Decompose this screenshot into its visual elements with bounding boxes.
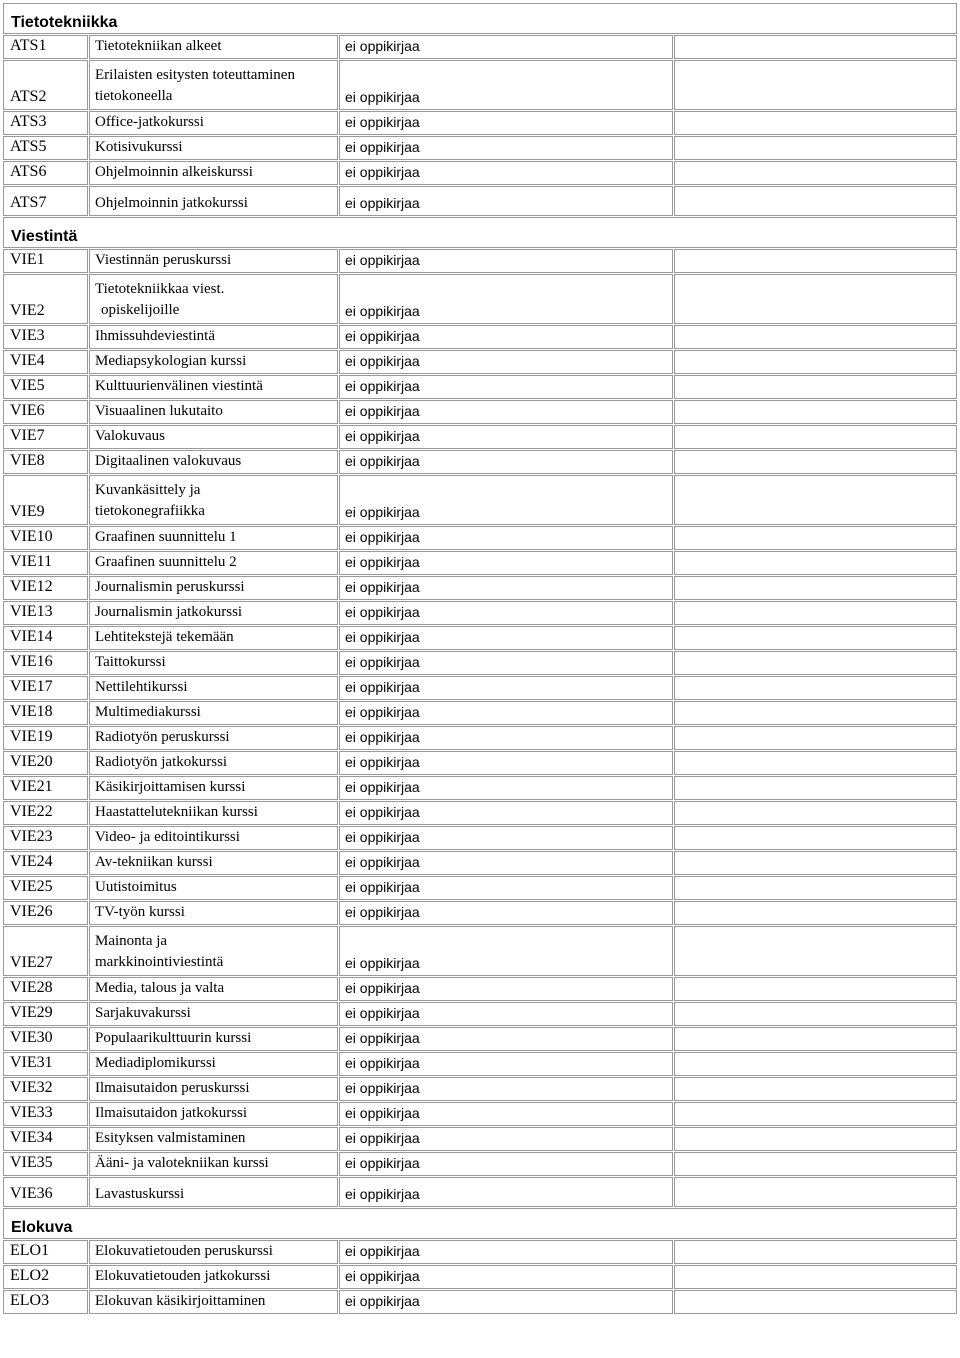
textbook: ei oppikirjaa — [339, 1002, 673, 1026]
course-code: VIE36 — [3, 1177, 88, 1207]
textbook: ei oppikirjaa — [339, 60, 673, 110]
course-name-text: Viestinnän peruskurssi — [95, 252, 232, 268]
course-name-text: Ihmissuhdeviestintä — [95, 328, 215, 344]
empty-cell — [674, 651, 957, 675]
empty-cell — [674, 475, 957, 525]
table-row — [3, 274, 957, 324]
course-name — [89, 751, 338, 775]
table-row — [3, 186, 957, 216]
course-name-text: Kulttuurienvälinen viestintä — [95, 378, 263, 394]
course-name — [89, 1002, 338, 1026]
table-row — [3, 726, 957, 750]
course-name — [89, 1265, 338, 1289]
course-name — [89, 1290, 338, 1314]
course-name — [89, 350, 338, 374]
table-row — [3, 651, 957, 675]
empty-cell — [674, 1290, 957, 1314]
section-heading: Elokuva — [3, 1208, 957, 1239]
course-code: VIE2 — [3, 274, 88, 324]
course-name — [89, 826, 338, 850]
course-code: ATS3 — [3, 111, 88, 135]
course-code: ELO2 — [3, 1265, 88, 1289]
course-name — [89, 1077, 338, 1101]
table-row — [3, 249, 957, 273]
table-row — [3, 977, 957, 1001]
course-name — [89, 701, 338, 725]
table-row — [3, 325, 957, 349]
course-name — [89, 526, 338, 550]
empty-cell — [674, 776, 957, 800]
course-name-text: Digitaalinen valokuvaus — [95, 453, 242, 469]
textbook: ei oppikirjaa — [339, 400, 673, 424]
course-code: VIE8 — [3, 450, 88, 474]
course-name-text: Journalismin jatkokurssi — [95, 604, 243, 620]
textbook: ei oppikirjaa — [339, 1290, 673, 1314]
course-name — [89, 475, 338, 525]
table-row — [3, 776, 957, 800]
textbook: ei oppikirjaa — [339, 375, 673, 399]
course-name-text: Ilmaisutaidon peruskurssi — [95, 1080, 250, 1096]
textbook: ei oppikirjaa — [339, 475, 673, 525]
textbook: ei oppikirjaa — [339, 551, 673, 575]
course-code: VIE10 — [3, 526, 88, 550]
course-code: ATS5 — [3, 136, 88, 160]
course-name-text: Tietotekniikkaa viest. opiskelijoille — [95, 281, 225, 318]
textbook: ei oppikirjaa — [339, 274, 673, 324]
table-row — [3, 751, 957, 775]
empty-cell — [674, 249, 957, 273]
course-name — [89, 450, 338, 474]
textbook: ei oppikirjaa — [339, 977, 673, 1001]
course-name-text: TV-työn kurssi — [95, 904, 185, 920]
course-code: VIE28 — [3, 977, 88, 1001]
course-name-text: Video- ja editointikurssi — [95, 829, 240, 845]
course-name — [89, 325, 338, 349]
course-code: VIE4 — [3, 350, 88, 374]
course-code: VIE6 — [3, 400, 88, 424]
empty-cell — [674, 274, 957, 324]
empty-cell — [674, 1002, 957, 1026]
textbook: ei oppikirjaa — [339, 249, 673, 273]
textbook: ei oppikirjaa — [339, 35, 673, 59]
course-name — [89, 375, 338, 399]
empty-cell — [674, 136, 957, 160]
textbook: ei oppikirjaa — [339, 1152, 673, 1176]
course-name-text: Av-tekniikan kurssi — [95, 854, 213, 870]
empty-cell — [674, 1127, 957, 1151]
course-code: ELO3 — [3, 1290, 88, 1314]
textbook: ei oppikirjaa — [339, 450, 673, 474]
table-row — [3, 400, 957, 424]
empty-cell — [674, 851, 957, 875]
course-name — [89, 851, 338, 875]
table-row — [3, 1177, 957, 1207]
table-row — [3, 161, 957, 185]
course-name — [89, 111, 338, 135]
section-heading: Viestintä — [3, 217, 957, 248]
empty-cell — [674, 876, 957, 900]
course-name-text: Elokuvan käsikirjoittaminen — [95, 1293, 266, 1309]
textbook: ei oppikirjaa — [339, 926, 673, 976]
empty-cell — [674, 161, 957, 185]
course-code: VIE18 — [3, 701, 88, 725]
course-code: VIE25 — [3, 876, 88, 900]
empty-cell — [674, 35, 957, 59]
course-code: VIE31 — [3, 1052, 88, 1076]
course-name — [89, 1052, 338, 1076]
course-name-text: Mediapsykologian kurssi — [95, 353, 247, 369]
empty-cell — [674, 1152, 957, 1176]
textbook: ei oppikirjaa — [339, 1052, 673, 1076]
textbook: ei oppikirjaa — [339, 186, 673, 216]
course-name-text: Graafinen suunnittelu 1 — [95, 529, 237, 545]
course-code: ATS1 — [3, 35, 88, 59]
table-row — [3, 1052, 957, 1076]
table-row — [3, 701, 957, 725]
course-code: VIE20 — [3, 751, 88, 775]
textbook: ei oppikirjaa — [339, 425, 673, 449]
textbook: ei oppikirjaa — [339, 325, 673, 349]
course-name-text: Lavastuskurssi — [95, 1186, 185, 1202]
table-row — [3, 901, 957, 925]
course-code: VIE29 — [3, 1002, 88, 1026]
course-name — [89, 676, 338, 700]
course-document — [3, 3, 957, 1315]
course-code: VIE16 — [3, 651, 88, 675]
course-code: VIE32 — [3, 1077, 88, 1101]
textbook: ei oppikirjaa — [339, 851, 673, 875]
course-name — [89, 876, 338, 900]
course-code: ATS2 — [3, 60, 88, 110]
course-code: ATS7 — [3, 186, 88, 216]
empty-cell — [674, 350, 957, 374]
empty-cell — [674, 1052, 957, 1076]
course-name — [89, 901, 338, 925]
course-name — [89, 1177, 338, 1207]
course-code: VIE7 — [3, 425, 88, 449]
course-code: VIE33 — [3, 1102, 88, 1126]
course-name-text: Radiotyön peruskurssi — [95, 729, 230, 745]
table-row — [3, 111, 957, 135]
empty-cell — [674, 726, 957, 750]
empty-cell — [674, 601, 957, 625]
textbook: ei oppikirjaa — [339, 901, 673, 925]
textbook: ei oppikirjaa — [339, 161, 673, 185]
course-name — [89, 161, 338, 185]
course-name-text: Taittokurssi — [95, 654, 166, 670]
textbook: ei oppikirjaa — [339, 1027, 673, 1051]
empty-cell — [674, 1077, 957, 1101]
textbook: ei oppikirjaa — [339, 726, 673, 750]
table-row — [3, 1265, 957, 1289]
table-row — [3, 676, 957, 700]
empty-cell — [674, 450, 957, 474]
table-row — [3, 1027, 957, 1051]
course-name-text: Elokuvatietouden jatkokurssi — [95, 1268, 271, 1284]
course-name — [89, 1152, 338, 1176]
table-row — [3, 1290, 957, 1314]
table-row — [3, 1102, 957, 1126]
course-name-text: Ilmaisutaidon jatkokurssi — [95, 1105, 248, 1121]
empty-cell — [674, 751, 957, 775]
textbook: ei oppikirjaa — [339, 651, 673, 675]
course-name — [89, 726, 338, 750]
course-code: VIE11 — [3, 551, 88, 575]
empty-cell — [674, 551, 957, 575]
course-name-text: Ohjelmoinnin alkeiskurssi — [95, 164, 253, 180]
empty-cell — [674, 60, 957, 110]
course-name-text: Uutistoimitus — [95, 879, 177, 895]
course-name-text: Tietotekniikan alkeet — [95, 38, 222, 54]
course-name-text: Radiotyön jatkokurssi — [95, 754, 228, 770]
table-row — [3, 1127, 957, 1151]
table-row — [3, 601, 957, 625]
textbook: ei oppikirjaa — [339, 350, 673, 374]
table-row — [3, 851, 957, 875]
course-name-text: Lehtitekstejä tekemään — [95, 629, 234, 645]
table-row — [3, 60, 957, 110]
course-name — [89, 626, 338, 650]
textbook: ei oppikirjaa — [339, 776, 673, 800]
empty-cell — [674, 801, 957, 825]
course-name-text: Multimediakurssi — [95, 704, 201, 720]
textbook: ei oppikirjaa — [339, 1240, 673, 1264]
course-name — [89, 551, 338, 575]
textbook: ei oppikirjaa — [339, 751, 673, 775]
empty-cell — [674, 576, 957, 600]
course-code: VIE3 — [3, 325, 88, 349]
textbook: ei oppikirjaa — [339, 1102, 673, 1126]
course-name-text: Mainonta ja markkinointiviestintä — [95, 933, 224, 970]
course-name — [89, 926, 338, 976]
course-code: VIE24 — [3, 851, 88, 875]
empty-cell — [674, 901, 957, 925]
empty-cell — [674, 676, 957, 700]
empty-cell — [674, 1177, 957, 1207]
textbook: ei oppikirjaa — [339, 1177, 673, 1207]
course-code: VIE22 — [3, 801, 88, 825]
empty-cell — [674, 1240, 957, 1264]
course-code: VIE30 — [3, 1027, 88, 1051]
course-name-text: Mediadiplomikurssi — [95, 1055, 216, 1071]
course-code: VIE26 — [3, 901, 88, 925]
table-row — [3, 576, 957, 600]
table-row — [3, 35, 957, 59]
textbook: ei oppikirjaa — [339, 826, 673, 850]
course-name — [89, 186, 338, 216]
course-name — [89, 60, 338, 110]
course-name-text: Office-jatkokurssi — [95, 114, 204, 130]
course-code: VIE23 — [3, 826, 88, 850]
table-row — [3, 526, 957, 550]
course-name-text: Sarjakuvakurssi — [95, 1005, 191, 1021]
table-row — [3, 1002, 957, 1026]
course-name-text: Ääni- ja valotekniikan kurssi — [95, 1155, 269, 1171]
table-row — [3, 826, 957, 850]
course-name-text: Nettilehtikurssi — [95, 679, 188, 695]
textbook: ei oppikirjaa — [339, 876, 673, 900]
course-name-text: Esityksen valmistaminen — [95, 1130, 246, 1146]
empty-cell — [674, 375, 957, 399]
course-name — [89, 249, 338, 273]
course-name — [89, 776, 338, 800]
empty-cell — [674, 526, 957, 550]
course-code: VIE5 — [3, 375, 88, 399]
course-name — [89, 801, 338, 825]
table-row — [3, 375, 957, 399]
textbook: ei oppikirjaa — [339, 136, 673, 160]
course-name-text: Valokuvaus — [95, 428, 165, 444]
table-row — [3, 876, 957, 900]
textbook: ei oppikirjaa — [339, 526, 673, 550]
textbook: ei oppikirjaa — [339, 111, 673, 135]
textbook: ei oppikirjaa — [339, 801, 673, 825]
course-name-text: Visuaalinen lukutaito — [95, 403, 223, 419]
empty-cell — [674, 701, 957, 725]
textbook: ei oppikirjaa — [339, 626, 673, 650]
course-code: VIE19 — [3, 726, 88, 750]
table-row — [3, 801, 957, 825]
course-code: VIE9 — [3, 475, 88, 525]
table-row — [3, 551, 957, 575]
table-row — [3, 475, 957, 525]
course-name — [89, 136, 338, 160]
textbook: ei oppikirjaa — [339, 1077, 673, 1101]
course-name-text: Populaarikulttuurin kurssi — [95, 1030, 252, 1046]
empty-cell — [674, 325, 957, 349]
course-name — [89, 977, 338, 1001]
course-name-text: Journalismin peruskurssi — [95, 579, 245, 595]
course-name — [89, 576, 338, 600]
textbook: ei oppikirjaa — [339, 601, 673, 625]
table-row — [3, 626, 957, 650]
course-code: VIE13 — [3, 601, 88, 625]
empty-cell — [674, 977, 957, 1001]
course-name-text: Erilaisten esitysten toteuttaminen tietokoneella — [95, 67, 295, 104]
course-name-text: Kuvankäsittely ja tietokonegrafiikka — [95, 482, 205, 519]
course-code: VIE35 — [3, 1152, 88, 1176]
course-code: VIE21 — [3, 776, 88, 800]
course-name-text: Elokuvatietouden peruskurssi — [95, 1243, 273, 1259]
empty-cell — [674, 425, 957, 449]
course-name-text: Haastattelutekniikan kurssi — [95, 804, 258, 820]
course-code: ATS6 — [3, 161, 88, 185]
textbook: ei oppikirjaa — [339, 676, 673, 700]
textbook: ei oppikirjaa — [339, 701, 673, 725]
course-code: VIE1 — [3, 249, 88, 273]
course-code: ELO1 — [3, 1240, 88, 1264]
course-name — [89, 425, 338, 449]
course-name-text: Ohjelmoinnin jatkokurssi — [95, 195, 248, 211]
textbook: ei oppikirjaa — [339, 1265, 673, 1289]
table-row — [3, 1240, 957, 1264]
course-code: VIE14 — [3, 626, 88, 650]
course-name — [89, 1102, 338, 1126]
table-row — [3, 1077, 957, 1101]
empty-cell — [674, 1265, 957, 1289]
course-name-text: Kotisivukurssi — [95, 139, 183, 155]
course-name — [89, 1240, 338, 1264]
table-row — [3, 136, 957, 160]
course-name — [89, 1027, 338, 1051]
table-row — [3, 926, 957, 976]
section-heading: Tietotekniikka — [3, 3, 957, 34]
course-code: VIE34 — [3, 1127, 88, 1151]
textbook: ei oppikirjaa — [339, 1127, 673, 1151]
empty-cell — [674, 186, 957, 216]
course-code: VIE17 — [3, 676, 88, 700]
empty-cell — [674, 1027, 957, 1051]
empty-cell — [674, 926, 957, 976]
course-name-text: Media, talous ja valta — [95, 980, 225, 996]
course-name — [89, 400, 338, 424]
table-row — [3, 450, 957, 474]
course-name-text: Graafinen suunnittelu 2 — [95, 554, 237, 570]
empty-cell — [674, 400, 957, 424]
course-name — [89, 601, 338, 625]
table-row — [3, 1152, 957, 1176]
table-row — [3, 350, 957, 374]
course-name — [89, 274, 338, 324]
course-name — [89, 1127, 338, 1151]
empty-cell — [674, 111, 957, 135]
empty-cell — [674, 626, 957, 650]
table-row — [3, 425, 957, 449]
course-code: VIE12 — [3, 576, 88, 600]
empty-cell — [674, 1102, 957, 1126]
empty-cell — [674, 826, 957, 850]
course-name — [89, 35, 338, 59]
textbook: ei oppikirjaa — [339, 576, 673, 600]
course-name — [89, 651, 338, 675]
course-name-text: Käsikirjoittamisen kurssi — [95, 779, 246, 795]
course-code: VIE27 — [3, 926, 88, 976]
